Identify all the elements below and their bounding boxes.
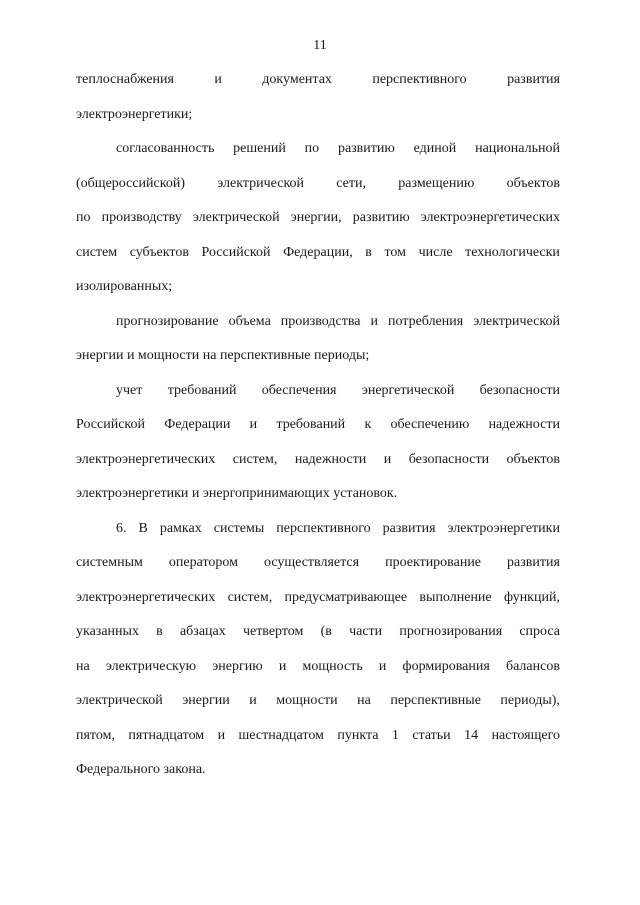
word: и (383, 451, 392, 467)
word: энергетической (361, 382, 455, 398)
word: к (364, 417, 372, 432)
text-line (76, 209, 560, 244)
word: электрической (473, 313, 560, 329)
word: спроса (519, 624, 560, 639)
word: пятом, (76, 727, 115, 743)
word: 14 (464, 727, 479, 743)
word: и (214, 72, 222, 87)
word: Российской (201, 244, 271, 260)
text-line: изолированных; (76, 279, 173, 294)
word: объектов (506, 175, 560, 191)
word: четвертом (242, 624, 304, 639)
word: энергию (212, 658, 263, 674)
word: в (365, 244, 372, 260)
word: документах (262, 72, 332, 87)
word: национальной (475, 141, 560, 156)
word: надежности (294, 451, 367, 467)
text-line (76, 175, 560, 210)
text-line (76, 451, 560, 486)
text-line (76, 244, 560, 279)
word: развитию (352, 210, 410, 225)
text-line (76, 71, 560, 106)
word: безопасности (479, 382, 560, 398)
word: и (278, 658, 287, 674)
word: развитию (337, 141, 395, 156)
word: энергии, (290, 210, 342, 225)
word: статьи (412, 727, 451, 743)
word: производству (101, 210, 182, 225)
word: систем, (227, 589, 273, 605)
text-line (76, 416, 560, 451)
word: части (349, 624, 383, 639)
word: системы (213, 520, 265, 536)
word: в (156, 624, 163, 639)
word: развития (507, 555, 560, 570)
text-line (76, 554, 560, 589)
text-line (76, 727, 560, 762)
word: потребления (387, 313, 464, 329)
word: по (76, 210, 91, 225)
word: числе (418, 244, 453, 260)
word: предусматривающее (284, 589, 408, 605)
word: электроэнергетических (420, 210, 560, 225)
word: перспективного (372, 72, 467, 87)
word: перспективного (276, 520, 371, 536)
text-line (76, 658, 560, 693)
word: абзацах (179, 624, 226, 639)
word: оператором (168, 555, 238, 570)
word: электрической (76, 693, 163, 708)
word: выполнение (419, 589, 492, 605)
word: размещению (398, 175, 475, 191)
word: функций, (503, 589, 560, 605)
text-line: электроэнергетики и энергопринимающих установок. (76, 486, 398, 501)
word: согласованность (116, 141, 215, 156)
word: мощность (302, 658, 363, 674)
word: электроэнергетических (76, 589, 216, 605)
text-line (76, 692, 560, 727)
word: формирования (402, 658, 490, 674)
word: пункта (337, 727, 379, 743)
page-number: 11 (313, 38, 327, 53)
word: развития (382, 520, 436, 536)
word: мощности (276, 693, 338, 708)
word: шестнадцатом (238, 727, 324, 743)
word: энергии (182, 693, 230, 708)
word: обеспечению (390, 417, 470, 432)
text-line: электроэнергетики; (76, 106, 193, 122)
body-text (76, 71, 560, 796)
word: решений (233, 141, 286, 156)
word: системным (76, 555, 143, 570)
word: по (304, 141, 320, 156)
word: обеспечения (261, 382, 337, 398)
word: В (138, 520, 148, 536)
word: электрической (192, 210, 280, 225)
text-line: энергии и мощности на перспективные периоды; (76, 348, 370, 363)
word: настоящего (491, 727, 560, 743)
word: перспективные (390, 693, 481, 708)
text-line (76, 382, 560, 417)
word: электроэнергетики (447, 520, 560, 536)
word: рамках (159, 520, 202, 536)
word: и (249, 693, 257, 708)
word: и (217, 727, 226, 743)
text-line (76, 589, 560, 624)
word: осуществляется (264, 555, 360, 570)
word: проектирование (385, 555, 482, 570)
word: объектов (506, 451, 560, 467)
word: производства (280, 313, 361, 329)
word: периоды), (500, 693, 560, 708)
word: пятнадцатом (128, 727, 205, 743)
word: Федерации (164, 417, 231, 432)
word: и (370, 313, 378, 329)
word: теплоснабжения (76, 72, 174, 87)
word: на (76, 658, 90, 674)
text-line (76, 140, 560, 175)
word: Российской (76, 417, 145, 432)
word: (общероссийской) (76, 175, 185, 191)
word: и (249, 417, 258, 432)
word: систем (76, 244, 118, 260)
word: указанных (76, 624, 139, 639)
word: электрической (217, 175, 305, 191)
word: надежности (488, 417, 560, 432)
word: 1 (391, 727, 399, 743)
word: Федерации, (283, 244, 353, 260)
word: прогнозирование (116, 313, 219, 329)
word: объема (228, 313, 271, 329)
text-line (76, 520, 560, 555)
word: 6. (116, 520, 127, 536)
text-line (76, 313, 560, 348)
text-line: Федерального закона. (76, 762, 206, 777)
word: электроэнергетических (76, 451, 216, 467)
word: требований (276, 417, 346, 432)
word: прогнозирования (399, 624, 503, 639)
word: развития (507, 72, 560, 87)
word: том (384, 244, 407, 260)
word: (в (320, 624, 332, 639)
word: балансов (505, 658, 560, 674)
word: единой (413, 141, 457, 156)
text-line (76, 623, 560, 658)
word: безопасности (408, 451, 490, 467)
word: требований (167, 382, 237, 398)
word: учет (116, 382, 143, 398)
word: сети, (336, 175, 367, 191)
word: электрическую (105, 658, 197, 674)
word: и (378, 658, 387, 674)
word: субъектов (129, 244, 189, 260)
word: технологически (465, 244, 560, 260)
word: систем, (232, 451, 278, 467)
word: на (357, 693, 371, 708)
